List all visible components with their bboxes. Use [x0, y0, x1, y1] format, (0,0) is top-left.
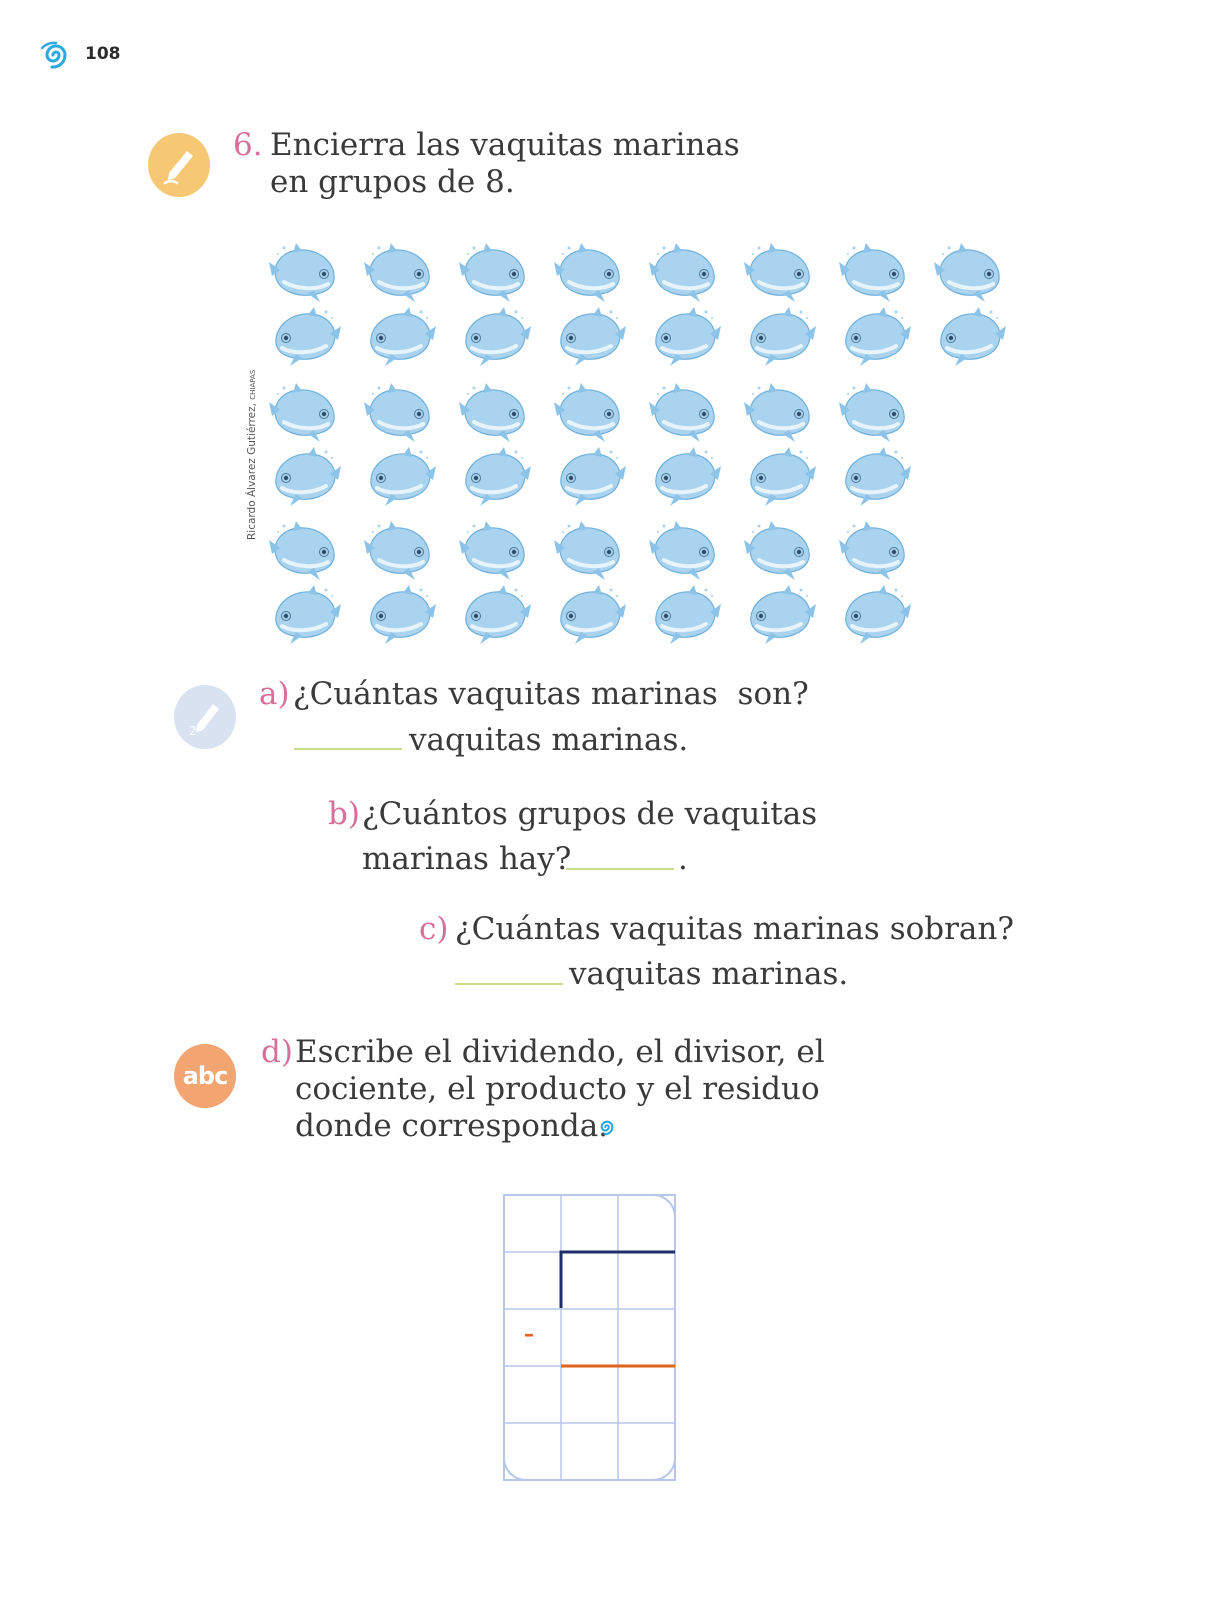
vaquita-marina-icon[interactable] — [743, 380, 817, 444]
vaquita-marina-icon[interactable] — [838, 304, 912, 368]
vaquita-marina-icon[interactable] — [553, 444, 627, 508]
question-a-suffix: vaquitas marinas. — [409, 722, 689, 758]
question-c-answer-line[interactable] — [455, 983, 563, 985]
vaquita-marina-icon[interactable] — [553, 240, 627, 304]
vaquita-marina-icon[interactable] — [648, 240, 722, 304]
vaquita-marina-icon[interactable] — [838, 582, 912, 646]
vaquita-marina-icon[interactable] — [933, 240, 1007, 304]
vaquita-marina-icon[interactable] — [553, 582, 627, 646]
minus-sign: – — [524, 1322, 534, 1346]
vaquita-marina-icon[interactable] — [838, 518, 912, 582]
vaquita-marina-icon[interactable] — [648, 444, 722, 508]
vaquita-marina-icon[interactable] — [458, 444, 532, 508]
vaquita-marina-icon[interactable] — [458, 518, 532, 582]
vaquita-marina-icon[interactable] — [743, 444, 817, 508]
vaquita-marina-icon[interactable] — [743, 304, 817, 368]
spiral-icon-small — [596, 1117, 618, 1137]
credit-name: Ricardo Álvarez Gutiérrez, — [246, 403, 258, 540]
spiral-icon — [38, 38, 74, 72]
vaquita-marina-icon[interactable] — [458, 582, 532, 646]
exercise-instruction-line2: en grupos de 8. — [270, 164, 515, 200]
vaquita-marina-icon[interactable] — [648, 304, 722, 368]
vaquita-marina-icon[interactable] — [268, 582, 342, 646]
vaquita-marina-icon[interactable] — [363, 444, 437, 508]
vaquita-marina-icon[interactable] — [648, 518, 722, 582]
svg-text:2: 2 — [189, 724, 197, 738]
vaquita-marina-icon[interactable] — [743, 582, 817, 646]
vaquita-marina-icon[interactable] — [553, 304, 627, 368]
question-d-letter: d) — [261, 1034, 293, 1070]
vaquita-marina-icon[interactable] — [363, 518, 437, 582]
vaquita-marina-icon[interactable] — [553, 380, 627, 444]
exercise-instruction-line1: Encierra las vaquitas marinas — [270, 127, 740, 163]
vaquita-marina-icon[interactable] — [268, 518, 342, 582]
exercise-number: 6. — [233, 127, 263, 163]
illustration-credit — [246, 370, 258, 540]
vaquita-marina-icon[interactable] — [363, 240, 437, 304]
vaquita-marina-icon[interactable] — [553, 518, 627, 582]
question-d-line3: donde corresponda. — [295, 1108, 609, 1144]
vaquita-marina-icon[interactable] — [458, 240, 532, 304]
vaquita-marina-icon[interactable] — [838, 240, 912, 304]
abc-icon: abc — [182, 1062, 228, 1090]
vaquita-marina-icon[interactable] — [648, 582, 722, 646]
pencil-2-badge — [174, 685, 236, 749]
vaquita-marina-icon[interactable] — [743, 240, 817, 304]
vaquita-marina-icon[interactable] — [268, 380, 342, 444]
question-a-answer-line[interactable] — [294, 748, 402, 750]
vaquita-marina-icon[interactable] — [268, 304, 342, 368]
vaquita-marina-icon[interactable] — [458, 380, 532, 444]
question-c-suffix: vaquitas marinas. — [569, 956, 849, 992]
vaquita-marina-icon[interactable] — [743, 518, 817, 582]
vaquita-marina-icon[interactable] — [363, 582, 437, 646]
question-d-line1: Escribe el dividendo, el divisor, el — [295, 1034, 825, 1070]
question-c-text: ¿Cuántas vaquitas marinas sobran? — [455, 911, 1014, 947]
pencil-badge — [148, 133, 210, 197]
vaquita-marina-icon[interactable] — [838, 444, 912, 508]
question-d-line2: cociente, el producto y el residuo — [295, 1071, 820, 1107]
pencil-2-icon — [185, 695, 225, 739]
question-b-text-line2: marinas hay? — [362, 841, 572, 877]
question-c-letter: c) — [419, 911, 449, 947]
question-a-letter: a) — [259, 676, 290, 712]
vaquita-marina-icon[interactable] — [363, 380, 437, 444]
vaquita-marina-icon[interactable] — [648, 380, 722, 444]
credit-place: CHIAPAS — [249, 369, 257, 400]
vaquita-marina-icon[interactable] — [838, 380, 912, 444]
page-number: 108 — [85, 44, 121, 64]
vaquita-marina-icon[interactable] — [458, 304, 532, 368]
question-b-text-line1: ¿Cuántos grupos de vaquitas — [362, 796, 818, 832]
abc-badge — [174, 1044, 236, 1108]
vaquita-marina-icon[interactable] — [933, 304, 1007, 368]
question-a-text: ¿Cuántas vaquitas marinas son? — [293, 676, 809, 712]
vaquita-marina-icon[interactable] — [363, 304, 437, 368]
vaquita-marina-icon[interactable] — [268, 444, 342, 508]
question-b-answer-line[interactable] — [566, 868, 674, 870]
vaquita-marina-icon[interactable] — [268, 240, 342, 304]
question-b-end: . — [678, 841, 688, 877]
header-logo — [38, 38, 74, 72]
question-b-letter: b) — [328, 796, 360, 832]
pencil-icon — [159, 143, 199, 187]
